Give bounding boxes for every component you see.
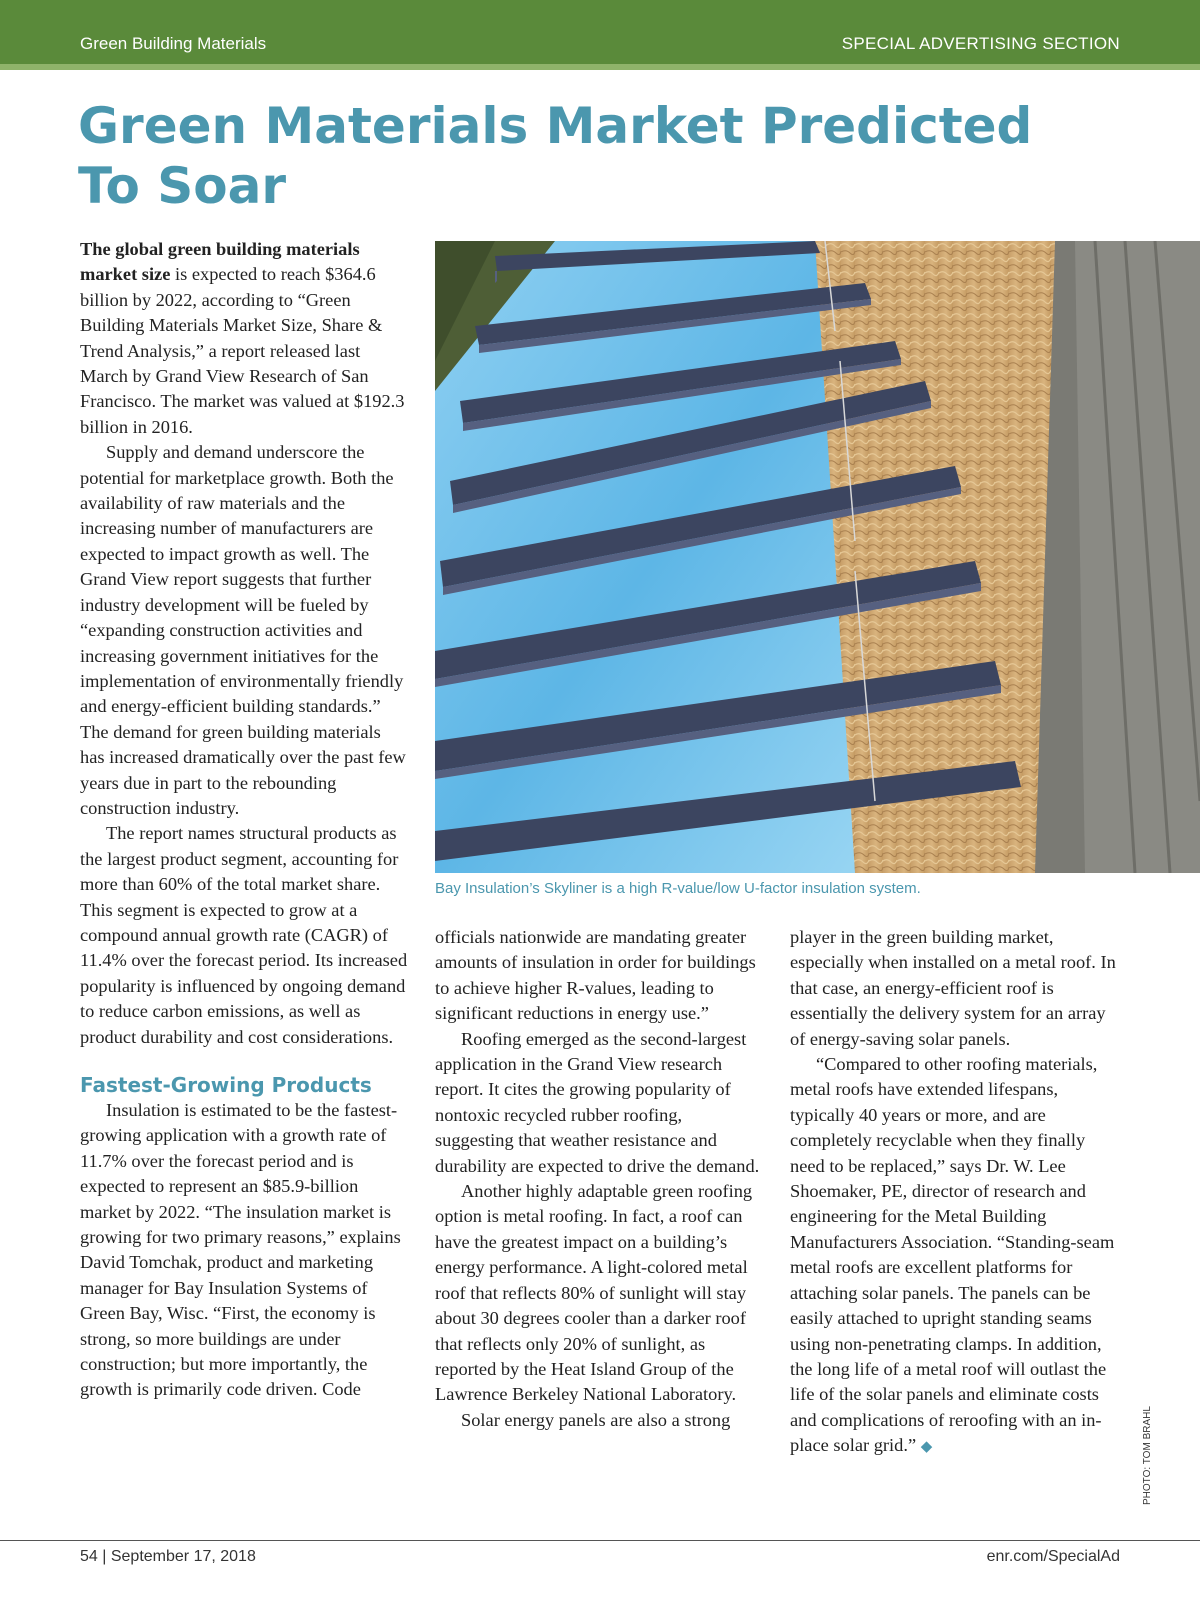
- lead-paragraph: [80, 237, 408, 440]
- lead-bold: The global green building materials market size: [80, 239, 360, 285]
- footer-separator: |: [102, 1548, 107, 1565]
- section-name: Green Building Materials: [80, 34, 267, 53]
- paragraph: officials nationwide are mandating greater amounts of insulation in order for buildings to achieve higher R-values, leading to significant reductions in energy use.”: [435, 927, 756, 1024]
- insulation-photo: [435, 241, 1200, 873]
- footer-page-info: [80, 1548, 256, 1566]
- header-divider: [0, 64, 1200, 70]
- header-bar: [0, 0, 1200, 64]
- issue-date: September 17, 2018: [110, 1548, 256, 1565]
- footer-url: enr.com/SpecialAd: [986, 1548, 1120, 1565]
- paragraph: Another highly adaptable green roofing option is metal roofing. In fact, a roof can have the greatest impact on a building’s energy performance. A light-colored metal roof that reflects 80% of sunlight will stay about 30 degrees cooler than a darker roof that reflects only 20% of sunlight, as reported by the Heat Island Group of the Lawrence Berkeley National Laboratory.: [435, 1181, 753, 1405]
- paragraph: player in the green building market, especially when installed on a metal roof. In that case, an energy-efficient roof is essentially the delivery system for an array of energy-saving solar panels.: [790, 927, 1116, 1049]
- page-title: [78, 96, 1078, 216]
- headline-line-2: To Soar: [78, 157, 286, 215]
- closing-text: “Compared to other roofing materials, metal roofs have extended lifespans, typically 40 years or more, and are completely recyclable when they finally need to be replaced,” says Dr. W. Lee Shoemaker, PE, director of research and engineering for the Metal Building Manufacturers Association. “Standing-seam metal roofs are excellent platforms for attaching solar panels. The panels can be easily attached to upright standing seams using non-penetrating clamps. In addition, the long life of a metal roof will outlast the life of the solar panels and eliminate costs and complications of reroofing with an in-place solar grid.”: [790, 1054, 1115, 1456]
- photo-caption: Bay Insulation’s Skyliner is a high R-value/low U-factor insulation system.: [435, 880, 921, 897]
- end-mark-icon: ◆: [920, 1439, 933, 1456]
- photo-credit: PHOTO: TOM BRAHL: [1142, 1406, 1153, 1505]
- article-column-2: [435, 925, 765, 1433]
- lead-text: is expected to reach $364.6 billion by 2022, according to “Green Building Materials Market Size, Share & Trend Analysis,” a report released last March by Grand View Research of San Francisco. The market was valued at $192.3 billion in 2016.: [80, 264, 405, 437]
- paragraph: Roofing emerged as the second-largest application in the Grand View research report. It cites the growing popularity of nontoxic recycled rubber roofing, suggesting that weather resistance and durability are expected to drive the demand.: [435, 1028, 760, 1176]
- subheading: Fastest-Growing Products: [80, 1073, 372, 1097]
- article-column-1: [80, 237, 408, 1403]
- article-column-3: [790, 925, 1122, 1461]
- paragraph: Solar energy panels are also a strong: [461, 1409, 731, 1430]
- paragraph: The report names structural products as the largest product segment, accounting for more than 60% of the total market share. This segment is expected to grow at a compound annual growth rate (CAGR) of 11.4% over the forecast period. Its increased popularity is influenced by ongoing demand to reduce carbon emissions, as well as product durability and cost considerations.: [80, 823, 408, 1047]
- headline-line-1: Green Materials Market Predicted: [78, 97, 1033, 155]
- page-number: 54: [80, 1548, 98, 1565]
- advertising-label: SPECIAL ADVERTISING SECTION: [841, 34, 1120, 53]
- paragraph: [790, 1052, 1122, 1461]
- paragraph: Supply and demand underscore the potential for marketplace growth. Both the availability of raw materials and the increasing number of manufacturers are expected to impact growth as well. The Grand View report suggests that further industry development will be fueled by “expanding construction activities and increasing government initiatives for the implementation of environmentally friendly and energy-efficient building standards.” The demand for green building materials has increased dramatically over the past few years due in part to the rebounding construction industry.: [80, 442, 406, 818]
- footer-divider: [0, 1540, 1200, 1541]
- paragraph: Insulation is estimated to be the fastest-growing application with a growth rate of 11.7% over the forecast period and is expected to represent an $85.9-billion market by 2022. “The insulation market is growing for two primary reasons,” explains David Tomchak, product and marketing manager for Bay Insulation Systems of Green Bay, Wisc. “First, the economy is strong, so more buildings are under construction; but more importantly, the growth is primarily code driven. Code: [80, 1100, 401, 1400]
